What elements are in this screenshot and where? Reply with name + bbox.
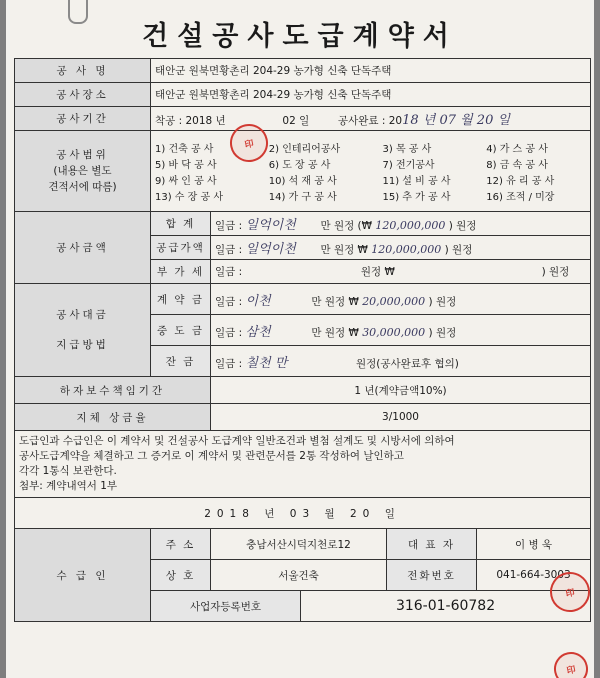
date-month-unit: 월 — [324, 507, 341, 520]
scope-label-2: (내용은 별도 — [53, 165, 112, 177]
penalty-value: 3/1000 — [211, 404, 591, 431]
scope-row — [15, 131, 591, 212]
project-name-label: 공 사 명 — [15, 59, 151, 83]
scope-item: 2) 인테리어공사 — [268, 143, 341, 155]
scope-item: 14) 가 구 공 사 — [268, 191, 337, 203]
payment-middle-label: 중 도 금 — [151, 315, 211, 346]
start-prefix: 착공 : 2018 년 — [155, 115, 226, 127]
amount-vat-label: 부 가 세 — [151, 260, 211, 284]
scope-item: 3) 목 공 사 — [382, 143, 432, 155]
scope-item: 6) 도 장 공 사 — [268, 159, 331, 171]
rep-value: 이 병 욱 — [477, 529, 591, 560]
amount-total-row — [15, 212, 591, 236]
payment-balance-prefix: 일금 : — [215, 357, 243, 370]
payment-label-1: 공사대금 — [56, 309, 109, 321]
payment-deposit-label: 계 약 금 — [151, 284, 211, 315]
payment-balance-note: 원정(공사완료후 협의) — [356, 357, 459, 370]
amount-total-number: 120,000,000 — [375, 219, 446, 232]
amount-total-hand: 일억이천 — [245, 218, 296, 233]
amount-total-man: 만 — [320, 220, 331, 232]
contractor-address-row — [15, 529, 591, 560]
scope-label — [15, 131, 151, 212]
scope-item: 13) 수 장 공 사 — [155, 191, 223, 203]
payment-middle-won: 원정 ₩ — [324, 326, 359, 339]
amount-total-suffix: ) 원정 — [448, 220, 477, 232]
payment-deposit-suffix: ) 원정 — [428, 295, 457, 308]
date-year: 2018 — [204, 507, 255, 520]
amount-supply-won: 원정 ₩ — [333, 244, 368, 256]
amount-supply-suffix: ) 원정 — [444, 244, 473, 256]
amount-vat-value — [211, 260, 591, 284]
company-label: 상 호 — [151, 560, 211, 591]
period-row — [15, 107, 591, 131]
amount-total-prefix: 일금 : — [215, 220, 243, 232]
payment-label — [15, 284, 151, 377]
scope-item: 5) 바 닥 공 사 — [155, 159, 217, 171]
payment-deposit-prefix: 일금 : — [215, 295, 243, 308]
payment-middle-prefix: 일금 : — [215, 326, 243, 339]
amount-total-won: 원정 (₩ — [333, 220, 373, 232]
payment-deposit-hand: 이천 — [245, 293, 271, 309]
warranty-row — [15, 377, 591, 404]
address-value: 충남서산시덕지천로12 — [211, 529, 387, 560]
payment-middle-man: 만 — [311, 326, 322, 339]
scope-items — [151, 131, 591, 212]
amount-vat-won: 원정 ₩ — [360, 266, 395, 278]
scope-label-3: 견적서에 따름) — [48, 181, 117, 193]
scope-label-1: 공사범위 — [56, 149, 109, 161]
penalty-label: 지체 상금율 — [15, 404, 211, 431]
scope-grid — [155, 138, 586, 205]
scope-item: 11) 설 비 공 사 — [382, 175, 451, 187]
payment-balance-value — [211, 346, 591, 377]
amount-total-value — [211, 212, 591, 236]
contract-table — [14, 58, 591, 622]
payment-deposit-won: 원정 ₩ — [324, 295, 359, 308]
amount-vat-suffix: ) 원정 — [541, 266, 570, 278]
contract-sheet — [6, 0, 594, 678]
seal-stamp-bottom: 印 — [551, 649, 591, 678]
amount-supply-label: 공급가액 — [151, 236, 211, 260]
address-label: 주 소 — [151, 529, 211, 560]
payment-deposit-number: 20,000,000 — [362, 294, 426, 308]
date-day-unit: 일 — [384, 507, 401, 520]
project-name-value: 태안군 원북면황촌리 204-29 농가형 신축 단독주택 — [151, 59, 591, 83]
amount-label: 공사금액 — [15, 212, 151, 284]
penalty-row — [15, 404, 591, 431]
date-row — [15, 498, 591, 529]
date-month: 03 — [289, 507, 316, 520]
period-label: 공사기간 — [15, 107, 151, 131]
payment-balance-hand: 칠천 만 — [245, 355, 288, 371]
notice-line-3: 각각 1통식 보관한다. — [19, 465, 117, 477]
seal-stamp-representative: 印 — [546, 568, 593, 615]
amount-vat-prefix: 일금 : — [215, 266, 243, 278]
seal-stamp-period: 印 — [226, 120, 271, 165]
rep-label: 대 표 자 — [387, 529, 477, 560]
amount-total-label: 합 계 — [151, 212, 211, 236]
payment-balance-label: 잔 금 — [151, 346, 211, 377]
company-value: 서울건축 — [211, 560, 387, 591]
scope-item: 12) 유 리 공 사 — [486, 175, 555, 187]
amount-supply-man: 만 — [320, 244, 331, 256]
biz-label: 사업자등록번호 — [151, 591, 301, 622]
scope-item: 1) 건축 공 사 — [155, 143, 214, 155]
scope-item: 10) 석 재 공 사 — [268, 175, 337, 187]
notice-line-4: 첨부: 계약내역서 1부 — [19, 480, 118, 492]
phone-value: 041-664-3003 — [477, 560, 591, 591]
scope-item: 8) 금 속 공 사 — [486, 159, 548, 171]
contractor-label: 수 급 인 — [15, 529, 151, 622]
payment-middle-value — [211, 315, 591, 346]
payment-deposit-man: 만 — [311, 295, 322, 308]
start-day: 02 일 — [282, 115, 310, 127]
site-row — [15, 83, 591, 107]
scope-item: 16) 조적 / 미장 — [486, 191, 555, 203]
end-prefix: 공사완료 : 20 — [337, 115, 403, 127]
warranty-value: 1 년(계약금액10%) — [211, 377, 591, 404]
scope-item: 4) 가 스 공 사 — [486, 143, 548, 155]
payment-deposit-row — [15, 284, 591, 315]
scope-item: 15) 추 가 공 사 — [382, 191, 451, 203]
amount-supply-prefix: 일금 : — [215, 244, 243, 256]
date-day: 20 — [349, 507, 376, 520]
site-value: 태안군 원북면황촌리 204-29 농가형 신축 단독주택 — [151, 83, 591, 107]
contract-date — [15, 498, 591, 529]
payment-middle-suffix: ) 원정 — [428, 326, 457, 339]
document-title: 건설공사도급계약서 — [142, 21, 458, 52]
notice-line-2: 공사도급계약을 체결하고 그 증거로 이 계약서 및 관련문서를 2통 작성하여 날인하고 — [19, 450, 404, 462]
amount-supply-number: 120,000,000 — [371, 243, 442, 256]
amount-supply-hand: 일억이천 — [245, 242, 296, 257]
warranty-label: 하자보수책임기간 — [15, 377, 211, 404]
scope-item: 7) 전기공사 — [382, 159, 435, 171]
payment-deposit-value — [211, 284, 591, 315]
payment-middle-hand: 삼천 — [245, 324, 271, 340]
notice-line-1: 도급인과 수급인은 이 계약서 및 건설공사 도급계약 일반조건과 별첨 설계도 및 시방서에 의하여 — [19, 435, 455, 447]
payment-middle-number: 30,000,000 — [362, 325, 426, 339]
end-date-handwritten: 18 년 07 월 20 일 — [402, 113, 511, 128]
phone-label: 전화번호 — [387, 560, 477, 591]
biz-value: 316-01-60782 — [301, 591, 591, 622]
period-value — [151, 107, 591, 131]
notice-text — [15, 431, 591, 498]
project-name-row — [15, 59, 591, 83]
scope-item: 9) 싸 인 공 사 — [155, 175, 217, 187]
amount-supply-value — [211, 236, 591, 260]
payment-label-2: 지급방법 — [56, 339, 109, 351]
notice-row — [15, 431, 591, 498]
site-label: 공사장소 — [15, 83, 151, 107]
date-year-unit: 년 — [264, 507, 281, 520]
